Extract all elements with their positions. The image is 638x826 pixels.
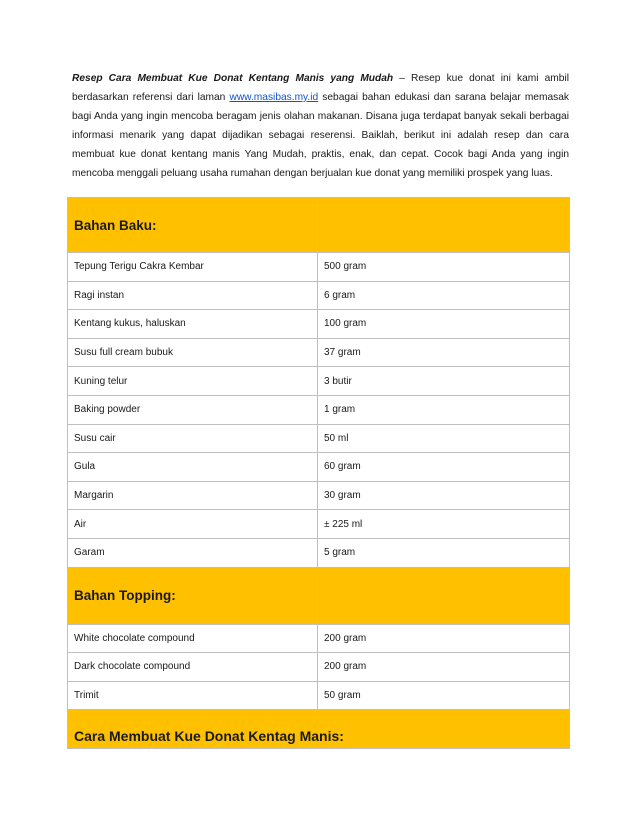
ingredient-quantity: 1 gram bbox=[318, 395, 570, 424]
ingredient-quantity: 5 gram bbox=[318, 538, 570, 567]
ingredient-quantity: 200 gram bbox=[318, 624, 570, 653]
table-row bbox=[68, 453, 570, 482]
bahan-baku-heading: Bahan Baku: bbox=[68, 198, 318, 253]
table-row bbox=[68, 510, 570, 539]
recipe-table bbox=[67, 197, 570, 749]
ingredient-quantity: 37 gram bbox=[318, 338, 570, 367]
cara-membuat-heading: Cara Membuat Kue Donat Kentag Manis: bbox=[68, 710, 570, 749]
intro-text-2: sebagai bahan edukasi dan sarana belajar memasak bagi Anda yang ingin mencoba beragam jenis olahan makanan. Disana juga terdapat banyak sekali berbagai informasi menarik yang dapat dijadikan sebagai reserensi. Baiklah, berikut ini adalah resep dan cara membuat kue donat kentang manis Yang Mudah, praktis, enak, dan cepat. Cocok bagi Anda yang ingin mencoba menggali peluang usaha rumahan dengan berjualan kue donat yang memiliki prospek yang luas. bbox=[72, 92, 569, 179]
ingredient-name: Susu full cream bubuk bbox=[68, 338, 318, 367]
table-row bbox=[68, 481, 570, 510]
ingredient-quantity: 50 gram bbox=[318, 681, 570, 710]
ingredient-name: White chocolate compound bbox=[68, 624, 318, 653]
ingredient-quantity: 50 ml bbox=[318, 424, 570, 453]
table-row bbox=[68, 538, 570, 567]
table-row bbox=[68, 367, 570, 396]
ingredient-name: Ragi instan bbox=[68, 281, 318, 310]
ingredient-quantity: 3 butir bbox=[318, 367, 570, 396]
ingredient-quantity: 30 gram bbox=[318, 481, 570, 510]
ingredient-quantity: 500 gram bbox=[318, 253, 570, 282]
ingredient-name: Kentang kukus, haluskan bbox=[68, 310, 318, 339]
intro-lead: Resep Cara Membuat Kue Donat Kentang Manis yang Mudah bbox=[72, 73, 394, 84]
table-row bbox=[68, 281, 570, 310]
cara-membuat-header-row bbox=[68, 710, 570, 749]
ingredient-quantity: 60 gram bbox=[318, 453, 570, 482]
ingredient-name: Tepung Terigu Cakra Kembar bbox=[68, 253, 318, 282]
ingredient-name: Dark chocolate compound bbox=[68, 653, 318, 682]
source-link[interactable]: www.masibas.my.id bbox=[229, 92, 319, 103]
ingredient-quantity: 200 gram bbox=[318, 653, 570, 682]
ingredient-quantity: 6 gram bbox=[318, 281, 570, 310]
ingredient-name: Gula bbox=[68, 453, 318, 482]
ingredient-quantity: 100 gram bbox=[318, 310, 570, 339]
intro-text-1: – Resep kue donat ini kami ambil berdasarkan referensi dari laman bbox=[72, 73, 569, 103]
table-row bbox=[68, 653, 570, 682]
table-row bbox=[68, 681, 570, 710]
ingredient-name: Kuning telur bbox=[68, 367, 318, 396]
bahan-topping-heading: Bahan Topping: bbox=[68, 567, 318, 624]
table-row bbox=[68, 395, 570, 424]
bahan-topping-rows bbox=[68, 624, 570, 710]
table-row bbox=[68, 424, 570, 453]
bahan-baku-header-row bbox=[68, 198, 570, 253]
table-row bbox=[68, 253, 570, 282]
ingredient-name: Trimit bbox=[68, 681, 318, 710]
bahan-baku-header-empty bbox=[318, 198, 570, 253]
ingredient-name: Air bbox=[68, 510, 318, 539]
ingredient-name: Baking powder bbox=[68, 395, 318, 424]
ingredient-name: Susu cair bbox=[68, 424, 318, 453]
bahan-baku-rows bbox=[68, 253, 570, 568]
ingredient-name: Garam bbox=[68, 538, 318, 567]
table-row bbox=[68, 338, 570, 367]
ingredient-name: Margarin bbox=[68, 481, 318, 510]
ingredient-quantity: ± 225 ml bbox=[318, 510, 570, 539]
table-row bbox=[68, 310, 570, 339]
bahan-topping-header-row bbox=[68, 567, 570, 624]
table-row bbox=[68, 624, 570, 653]
intro-paragraph bbox=[72, 69, 569, 183]
bahan-topping-header-empty bbox=[318, 567, 570, 624]
